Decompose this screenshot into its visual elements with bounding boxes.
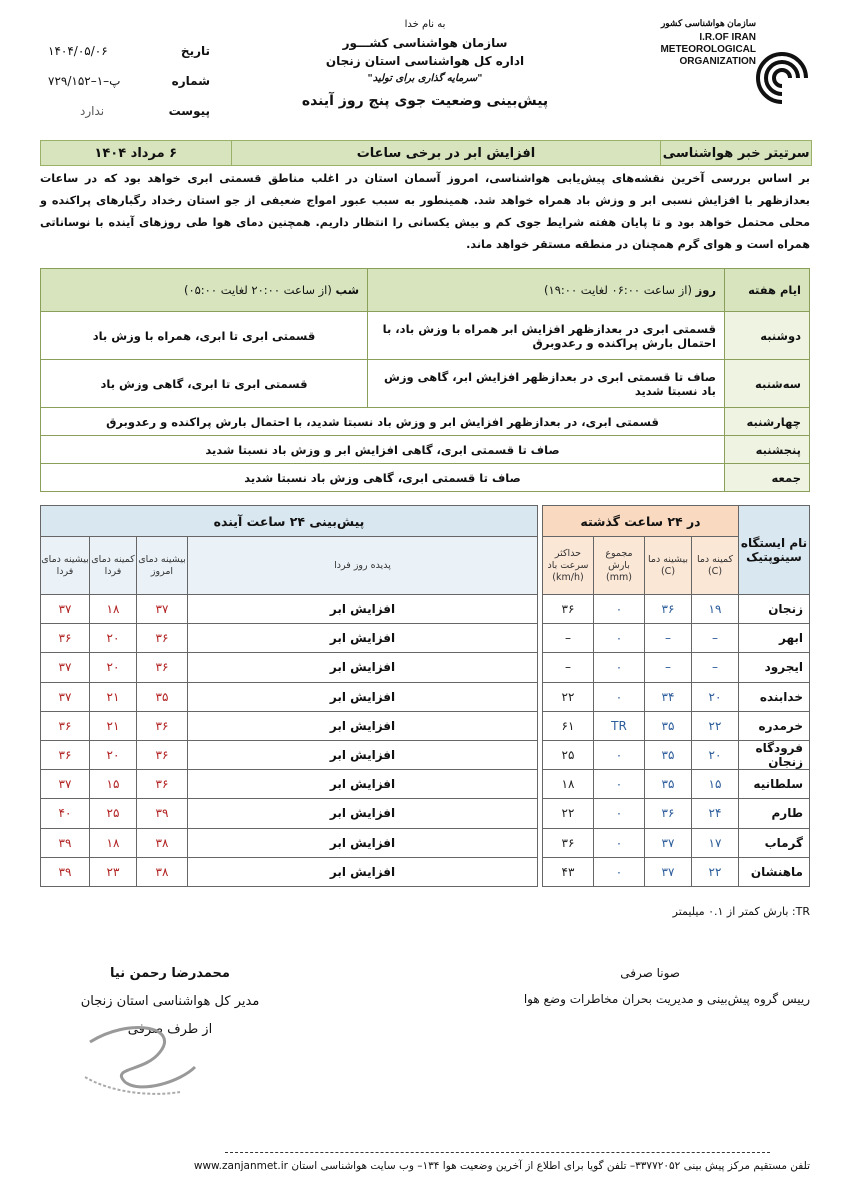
table-row [41, 312, 810, 360]
column-gap [538, 740, 543, 769]
number-row [40, 66, 210, 96]
column-gap [538, 857, 543, 886]
min-temp: ۲۰ [692, 682, 739, 711]
table-row [41, 624, 810, 653]
phenomenon: افزایش ابر [188, 682, 538, 711]
table-row [41, 770, 810, 799]
phenomenon: افزایش ابر [188, 653, 538, 682]
phenomenon: افزایش ابر [188, 828, 538, 857]
max-temp: – [645, 653, 692, 682]
table-header-row [41, 269, 810, 312]
max-today: ۳۵ [137, 682, 188, 711]
max-temp: ۳۷ [645, 857, 692, 886]
org-name: سازمان هواشناسی کشـــور [342, 36, 508, 50]
signature-forecaster [490, 960, 810, 1012]
full-day-forecast: قسمتی ابری، در بعدازظهر افزایش ابر و وزش باد نسبتا شدید، با احتمال بارش پراکنده و رعدوبرق [41, 408, 725, 436]
min-temp: ۱۵ [692, 770, 739, 799]
date-value: ۱۴۰۴/۰۵/۰۶ [48, 44, 108, 58]
max-tomorrow: ۳۷ [41, 653, 90, 682]
max-tomorrow: ۳۶ [41, 624, 90, 653]
station-name: ایجرود [739, 653, 810, 682]
day-name: سه‌شنبه [725, 360, 810, 408]
logo-text-fa: سازمان هواشناسی کشور [660, 18, 756, 28]
attach-label: پیوست [168, 104, 210, 118]
logo-text-3: ORGANIZATION [679, 56, 756, 67]
daytime-title: روز [695, 283, 716, 297]
min-temp: – [692, 653, 739, 682]
min-tomorrow: ۲۰ [90, 740, 137, 769]
full-day-forecast: صاف تا قسمتی ابری، گاهی وزش باد نسبتا شدید [41, 464, 725, 492]
letter-meta [40, 36, 210, 126]
number-label: شماره [171, 74, 210, 88]
organization-logo [648, 14, 808, 114]
table-row [41, 682, 810, 711]
station-name: فرودگاه زنجان [739, 740, 810, 769]
headline-label: سرتیتر خبر هواشناسی [660, 141, 811, 165]
rain-total: ۰ [594, 682, 645, 711]
tr-note: TR: بارش کمتر از ۰.۱ میلیمتر [672, 905, 810, 918]
max-temp: ۳۴ [645, 682, 692, 711]
min-tomorrow: ۱۸ [90, 828, 137, 857]
column-gap [538, 653, 543, 682]
rain-total: ۰ [594, 624, 645, 653]
day-name: چهارشنبه [725, 408, 810, 436]
station-name: طارم [739, 799, 810, 828]
director-title: مدیر کل هواشناسی استان زنجان [80, 994, 260, 1009]
col-phenomenon: پدیده روز فردا [188, 537, 538, 595]
headline-date: ۶ مرداد ۱۴۰۴ [94, 145, 178, 161]
table-row [41, 360, 810, 408]
day-name: دوشنبه [725, 312, 810, 360]
col-night-header [41, 269, 368, 312]
rain-total: ۰ [594, 857, 645, 886]
col-daytime-header [368, 269, 725, 312]
forecaster-name: صونا صرفی [620, 966, 680, 980]
table-row [41, 740, 810, 769]
min-tomorrow: ۱۸ [90, 595, 137, 624]
night-title: شب [335, 283, 359, 297]
max-wind: ۳۶ [543, 595, 594, 624]
max-tomorrow: ۴۰ [41, 799, 90, 828]
logo-text-1: I.R.OF IRAN [699, 32, 756, 43]
column-gap [538, 711, 543, 740]
column-gap [538, 595, 543, 624]
min-tomorrow: ۱۵ [90, 770, 137, 799]
column-gap [538, 770, 543, 799]
station-name: زنجان [739, 595, 810, 624]
max-temp: ۳۵ [645, 740, 692, 769]
rain-total: ۰ [594, 828, 645, 857]
col-max-temp: بیشینه دما (C) [645, 537, 692, 595]
day-forecast: قسمتی ابری در بعدازظهر افزایش ابر همراه با وزش باد، با احتمال بارش پراکنده و رعدوبرق [368, 312, 725, 360]
table-row [41, 857, 810, 886]
col-wind: حداکثر سرعت باد (km/h) [543, 537, 594, 595]
column-gap [538, 828, 543, 857]
col-max-tomorrow: بیشینه دمای فردا [41, 537, 90, 595]
max-wind: ۶۱ [543, 711, 594, 740]
on-behalf: از طرف صرفی [127, 1022, 213, 1037]
headline-bar [40, 140, 812, 166]
table-row [41, 799, 810, 828]
rain-total: ۰ [594, 653, 645, 682]
night-forecast: قسمتی ابری تا ابری، همراه با وزش باد [41, 312, 368, 360]
date-label: تاریخ [180, 44, 210, 58]
min-temp: ۲۲ [692, 857, 739, 886]
dept-name: اداره کل هواشناسی استان زنجان [325, 54, 525, 68]
min-temp: ۱۷ [692, 828, 739, 857]
table-row [41, 653, 810, 682]
col-rain: مجموع بارش (mm) [594, 537, 645, 595]
spiral-logo-icon [756, 28, 808, 108]
min-temp: – [692, 624, 739, 653]
station-name: خدابنده [739, 682, 810, 711]
forecaster-title: رییس گروه پیش‌بینی و مدیریت بحران مخاطرات وضع هوا [523, 992, 810, 1006]
max-wind: – [543, 653, 594, 682]
table-header-row [41, 506, 810, 537]
rain-total: ۰ [594, 595, 645, 624]
col-min-tomorrow: کمینه دمای فردا [90, 537, 137, 595]
phenomenon: افزایش ابر [188, 740, 538, 769]
stations-table [40, 505, 810, 887]
max-today: ۳۸ [137, 857, 188, 886]
max-today: ۳۹ [137, 799, 188, 828]
phenomenon: افزایش ابر [188, 711, 538, 740]
attach-row [40, 96, 210, 126]
max-wind: ۲۵ [543, 740, 594, 769]
night-forecast: قسمتی ابری تا ابری، گاهی وزش باد [41, 360, 368, 408]
max-wind: ۲۲ [543, 799, 594, 828]
max-wind: ۲۲ [543, 682, 594, 711]
max-temp: ۳۵ [645, 711, 692, 740]
max-tomorrow: ۳۷ [41, 595, 90, 624]
date-row [40, 36, 210, 66]
min-tomorrow: ۲۵ [90, 799, 137, 828]
table-row [41, 828, 810, 857]
phenomenon: افزایش ابر [188, 799, 538, 828]
max-today: ۳۶ [137, 653, 188, 682]
column-gap [538, 682, 543, 711]
day-forecast: صاف تا قسمتی ابری در بعدازظهر افزایش ابر، گاهی وزش باد نسبتا شدید [368, 360, 725, 408]
col-station-header: نام ایستگاه سینوپتیک [739, 506, 810, 595]
max-today: ۳۷ [137, 595, 188, 624]
max-tomorrow: ۳۹ [41, 828, 90, 857]
signature-director [40, 960, 300, 1044]
phenomenon: افزایش ابر [188, 595, 538, 624]
table-row [41, 408, 810, 436]
footer-divider [225, 1152, 770, 1153]
headline-text: افزایش ابر در برخی ساعات [231, 141, 661, 165]
table-subheader-row [41, 537, 810, 595]
column-gap [538, 624, 543, 653]
max-temp: ۳۶ [645, 799, 692, 828]
max-wind: ۴۳ [543, 857, 594, 886]
min-tomorrow: ۲۳ [90, 857, 137, 886]
full-day-forecast: صاف تا قسمتی ابری، گاهی افزایش ابر و وزش باد نسبتا شدید [41, 436, 725, 464]
station-name: گرماب [739, 828, 810, 857]
rain-total: ۰ [594, 770, 645, 799]
max-today: ۳۶ [137, 711, 188, 740]
max-wind: ۱۸ [543, 770, 594, 799]
max-today: ۳۶ [137, 770, 188, 799]
max-temp: ۳۷ [645, 828, 692, 857]
logo-text-2: METEOROLOGICAL [660, 44, 756, 55]
rain-total: ۰ [594, 740, 645, 769]
table-row [41, 595, 810, 624]
signature-scribble-icon [70, 1022, 210, 1102]
col-min-temp: کمینه دما (C) [692, 537, 739, 595]
motto: "سرمایه گذاری برای تولید" [367, 73, 483, 84]
min-temp: ۲۰ [692, 740, 739, 769]
max-tomorrow: ۳۶ [41, 740, 90, 769]
weekly-forecast-table [40, 268, 810, 492]
footer-contact: تلفن مستقیم مرکز پیش بینی ۳۳۷۷۲۰۵۲– تلفن گویا برای اطلاع از آخرین وضعیت هوا ۱۳۴– وب سایت هواشناسی استان www.zanjanmet.ir [193, 1160, 810, 1172]
max-tomorrow: ۳۶ [41, 711, 90, 740]
max-today: ۳۶ [137, 624, 188, 653]
max-tomorrow: ۳۹ [41, 857, 90, 886]
min-temp: ۲۴ [692, 799, 739, 828]
director-name: محمدرضا رحمن نیا [110, 966, 230, 981]
stations-body [41, 595, 810, 887]
max-temp: – [645, 624, 692, 653]
min-temp: ۱۹ [692, 595, 739, 624]
max-temp: ۳۶ [645, 595, 692, 624]
max-wind: ۳۶ [543, 828, 594, 857]
table-row [41, 464, 810, 492]
max-tomorrow: ۳۷ [41, 682, 90, 711]
min-tomorrow: ۲۱ [90, 682, 137, 711]
forecast-summary: بر اساس بررسی آخرین نقشه‌های پیش‌یابی هواشناسی، امروز آسمان استان در اغلب مناطق قسمتی ابری خواهد بود که در ساعات بعدازظهر با افزایش نسبی ابر و وزش باد همراه خواهد شد. همینطور به سبب عبور امواج ضعیفی از جو استان رخداد رگبارهای پراکنده و محلی محتمل خواهد بود و تا پایان هفته شرایط جوی کم و بیش یکسانی را انتظار داریم. همچنین دمای هوا طی روزهای آینده با نوساناتی همراه است و هوای گرم همچنان در منطقه مستقر خواهد ماند. [40, 172, 810, 251]
max-today: ۳۶ [137, 740, 188, 769]
col-max-today: بیشینه دمای امروز [137, 537, 188, 595]
min-tomorrow: ۲۰ [90, 653, 137, 682]
attach-value: ندارد [80, 104, 105, 118]
past-24h-header: در ۲۴ ساعت گذشته [543, 506, 739, 537]
rain-total: TR [594, 711, 645, 740]
table-row [41, 711, 810, 740]
phenomenon: افزایش ابر [188, 770, 538, 799]
max-tomorrow: ۳۷ [41, 770, 90, 799]
invocation: به نام خدا [404, 19, 446, 30]
next-24h-header: پیش‌بینی ۲۴ ساعت آینده [41, 506, 538, 537]
min-tomorrow: ۲۰ [90, 624, 137, 653]
day-name: پنجشنبه [725, 436, 810, 464]
max-temp: ۳۵ [645, 770, 692, 799]
station-name: ماهنشان [739, 857, 810, 886]
night-range: (از ساعت ۲۰:۰۰ لغایت ۰۵:۰۰) [183, 283, 332, 297]
min-tomorrow: ۲۱ [90, 711, 137, 740]
day-name: جمعه [725, 464, 810, 492]
page-title: پیش‌بینی وضعیت جوی پنج روز آینده [301, 93, 549, 109]
letterhead [230, 16, 620, 110]
table-row [41, 436, 810, 464]
col-day-header: ایام هفته [725, 269, 810, 312]
station-name: ابهر [739, 624, 810, 653]
max-today: ۳۸ [137, 828, 188, 857]
max-wind: – [543, 624, 594, 653]
daytime-range: (از ساعت ۰۶:۰۰ لغایت ۱۹:۰۰) [544, 283, 692, 297]
station-name: سلطانیه [739, 770, 810, 799]
min-temp: ۲۲ [692, 711, 739, 740]
rain-total: ۰ [594, 799, 645, 828]
column-gap [538, 799, 543, 828]
station-name: خرمدره [739, 711, 810, 740]
number-value: ۷۲۹/۱۵۲–۱–پ [48, 74, 121, 88]
phenomenon: افزایش ابر [188, 624, 538, 653]
phenomenon: افزایش ابر [188, 857, 538, 886]
